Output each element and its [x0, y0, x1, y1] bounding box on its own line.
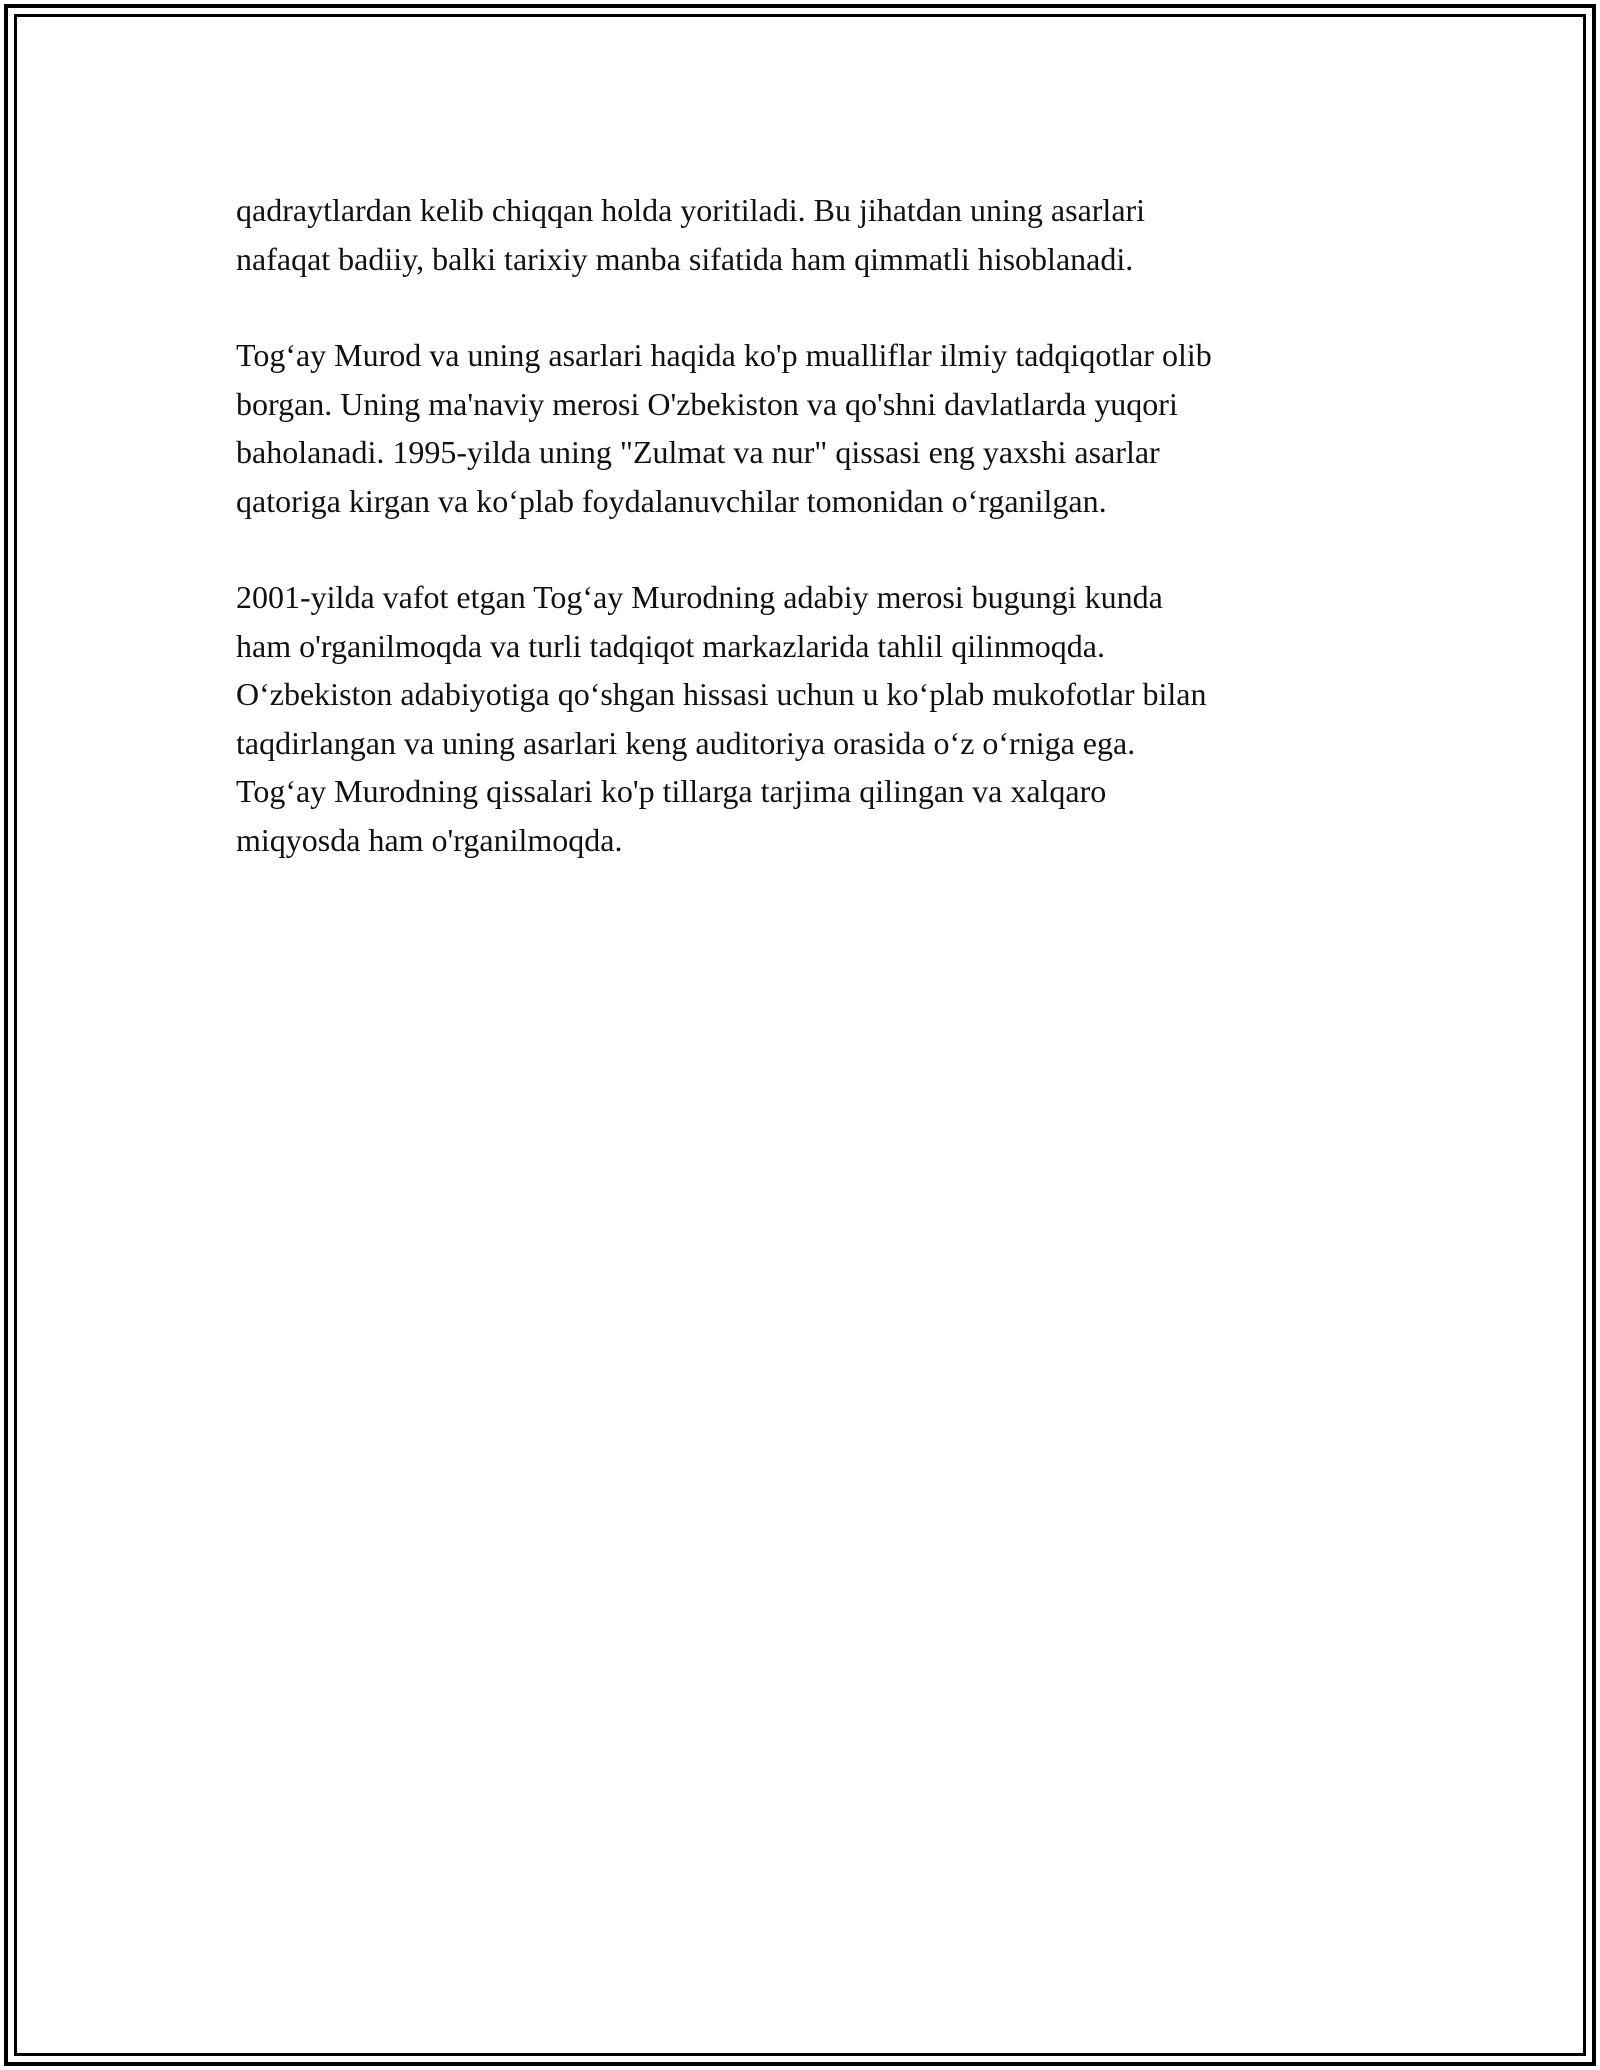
paragraph-1: qadraytlardan kelib chiqqan holda yoritiladi. Bu jihatdan uning asarlari nafaqat badiiy, balki tarixiy manba sifatida ham qimmatli hisoblanadi. — [236, 192, 1146, 277]
paragraph-3: 2001-yilda vafot etgan Tog‘ay Murodning adabiy merosi bugungi kunda ham o'rganilmoqda va turli tadqiqot markazlarida tahlil qilinmoqda. O‘zbekiston adabiyotiga qo‘shgan hissasi uchun u ko‘plab mukofotlar bilan taqdirlangan va uning asarlari keng auditoriya orasida o‘z o‘rniga ega. Tog‘ay Murodning qissalari ko'p tillarga tarjima qilingan va xalqaro miqyosda ham o'rganilmoqda. — [236, 579, 1207, 858]
document-body — [236, 186, 1386, 912]
paragraph-2: Tog‘ay Murod va uning asarlari haqida ko'p mualliflar ilmiy tadqiqotlar olib borgan. Uning ma'naviy merosi O'zbekiston va qo'shni davlatlarda yuqori baholanadi. 1995-yilda uning "Zulmat va nur" qissasi eng yaxshi asarlar qatoriga kirgan va ko‘plab foydalanuvchilar tomonidan o‘rganilgan. — [236, 337, 1212, 519]
